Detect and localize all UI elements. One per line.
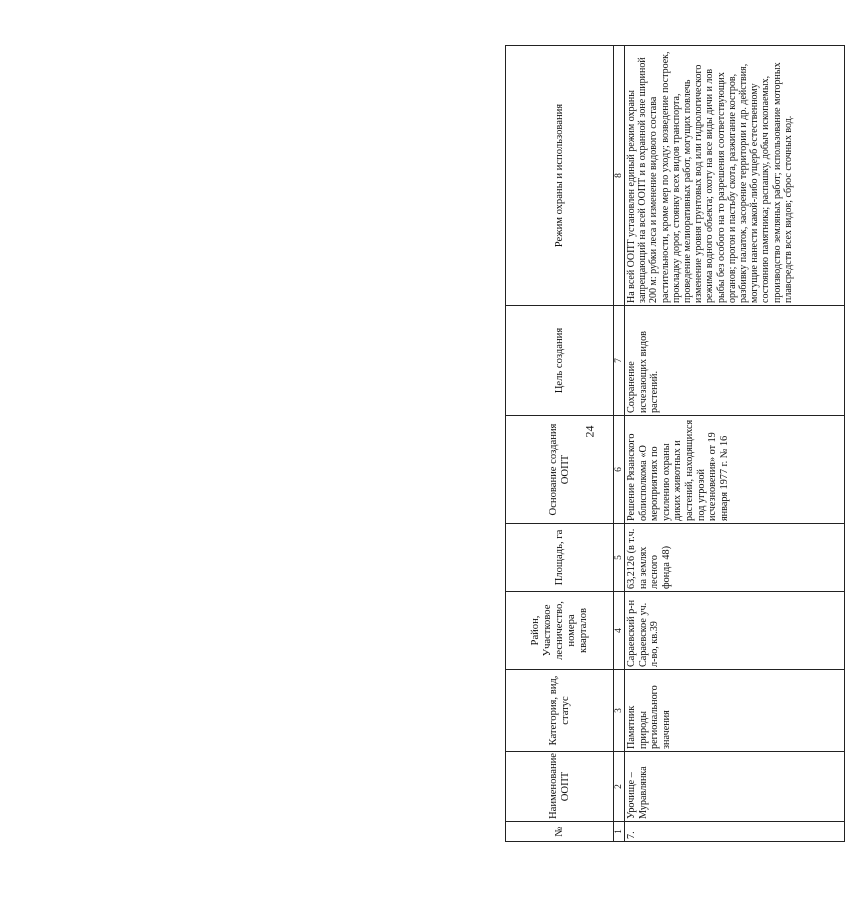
- header-category: Категория, вид, статус: [506, 670, 614, 752]
- row-area: 63,2126 (в т.ч. на землях лесного фонда 48): [625, 524, 845, 592]
- row-number: 7.: [625, 822, 845, 842]
- column-number: 3: [614, 670, 625, 752]
- row-regime: На всей ООПТ установлен единый режим охраны запрещающий на всей ООПТ и в охранной зоне шириной 200 м: рубки леса и изменение видового состава растительности, кроме мер по уходу; возведение построек, прокладку дорог, стоянку всех видов транспорта, проведение мелиоративных работ, могущих повлечь изменение уровня грунтовых вод или гидрологического режима водного объекта; охоту на все виды дичи и лов рыбы без особого на то разрешения соответствующих органов; прогон и пастьбу скота, разжигание костров, разбивку палаток, засорение территории и др. действия, могущие нанести какой-либо ущерб естественному состоянию памятника; распашку, добыч ископаемых, производство земляных работ; использование моторных плавсредств всех видов; сброс сточных вод.: [625, 46, 845, 306]
- column-number: 5: [614, 524, 625, 592]
- row-name: Урочище – Муравлянка: [625, 752, 845, 822]
- column-number: 1: [614, 822, 625, 842]
- table-row: [625, 46, 845, 842]
- column-number: 7: [614, 306, 625, 416]
- row-category: Памятник природы регионального значения: [625, 670, 845, 752]
- page-number: 24: [582, 425, 597, 438]
- oopt-table: [505, 45, 845, 842]
- row-goal: Сохранение исчезающих видов растений.: [625, 306, 845, 416]
- column-number-row: [614, 46, 625, 842]
- header-area: Площадь, га: [506, 524, 614, 592]
- column-number: 8: [614, 46, 625, 306]
- header-name: Наименование ООПТ: [506, 752, 614, 822]
- rotated-table-wrapper: [505, 46, 845, 842]
- column-number: 4: [614, 592, 625, 670]
- header-basis: Основание создания ООПТ: [506, 416, 614, 524]
- header-district: Район, Участковое лесничество, номера кварталов: [506, 592, 614, 670]
- row-basis: Решение Рязанского облисполкома «О мероприятиях по усилению охраны диких животных и растений, находящихся под угрозой исчезновения» от 19 января 1977 г. № 16: [625, 416, 845, 524]
- header-regime: Режим охраны и использования: [506, 46, 614, 306]
- header-row: [506, 46, 614, 842]
- row-district: Сараевский р-н Сараевское уч. л-во, кв.39: [625, 592, 845, 670]
- header-goal: Цель создания: [506, 306, 614, 416]
- column-number: 2: [614, 752, 625, 822]
- header-number: №: [506, 822, 614, 842]
- column-number: 6: [614, 416, 625, 524]
